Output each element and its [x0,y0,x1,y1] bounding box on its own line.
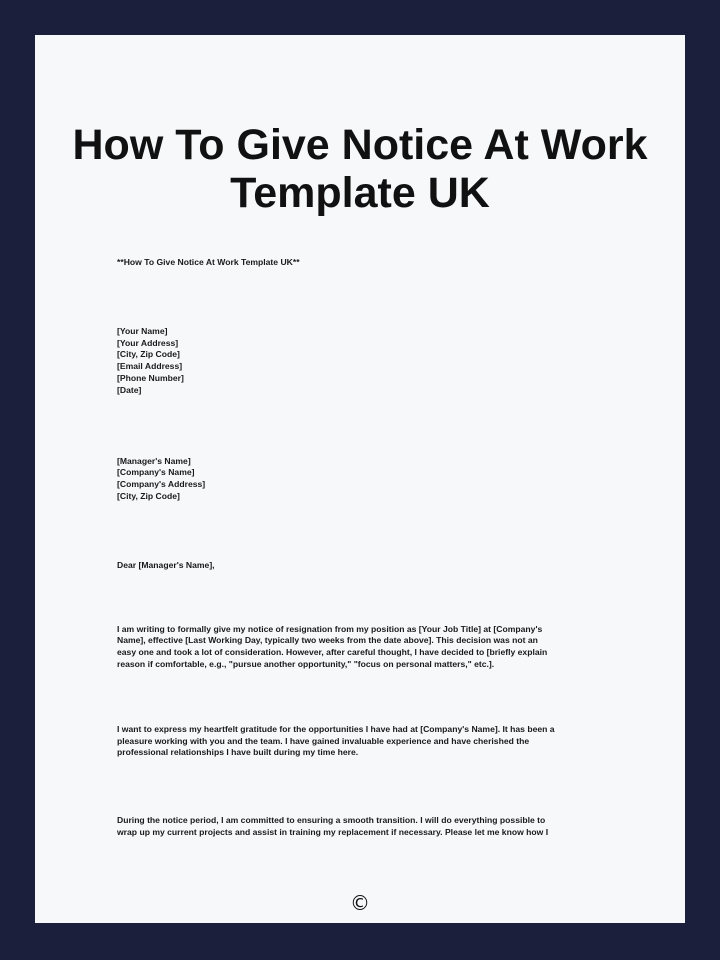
paragraph-line: I want to express my heartfelt gratitude for the opportunities I have had at [Company's Name]. It has been a [117,723,555,734]
recipient-company-address: [Company's Address] [117,479,206,490]
paragraph-line: pleasure working with you and the team. I have gained invaluable experience and have cherished the [117,735,530,746]
letter-body [117,257,607,839]
paragraph-line: wrap up my current projects and assist in training my replacement if necessary. Please let me know how I [117,826,549,837]
recipient-company-name: [Company's Name] [117,467,195,478]
paragraph-line: Name], effective [Last Working Day, typically two weeks from the date above]. This decision was not an [117,635,538,646]
paragraph-line: professional relationships I have built during my time here. [117,747,359,758]
sender-date: [Date] [117,384,142,395]
paragraph-gratitude [117,724,607,759]
copyright-icon: © [350,891,370,915]
recipient-city-zip: [City, Zip Code] [117,490,180,501]
document-page [35,35,685,923]
sender-name: [Your Name] [117,325,168,336]
paragraph-resignation [117,624,607,671]
document-title-line-2: Template UK [230,169,490,217]
document-title-line-1: How To Give Notice At Work [72,121,648,169]
sender-address: [Your Address] [117,337,179,348]
salutation: Dear [Manager's Name], [117,559,215,570]
letter-heading: **How To Give Notice At Work Template UK** [117,257,300,267]
recipient-block [117,456,607,503]
paragraph-line: I am writing to formally give my notice of resignation from my position as [Your Job Title] at [Company's [117,623,543,634]
paragraph-line: reason if comfortable, e.g., "pursue another opportunity," "focus on personal matters," etc.]. [117,658,495,669]
recipient-manager-name: [Manager's Name] [117,455,191,466]
sender-email: [Email Address] [117,361,183,372]
sender-block [117,326,607,397]
sender-phone: [Phone Number] [117,372,184,383]
paragraph-line: easy one and took a lot of consideration. However, after careful thought, I have decided to [briefly explain [117,647,548,658]
paragraph-line: During the notice period, I am committed to ensuring a smooth transition. I will do everything possible to [117,815,546,826]
paragraph-transition [117,815,607,839]
document-title [35,121,685,217]
sender-city-zip: [City, Zip Code] [117,349,180,360]
